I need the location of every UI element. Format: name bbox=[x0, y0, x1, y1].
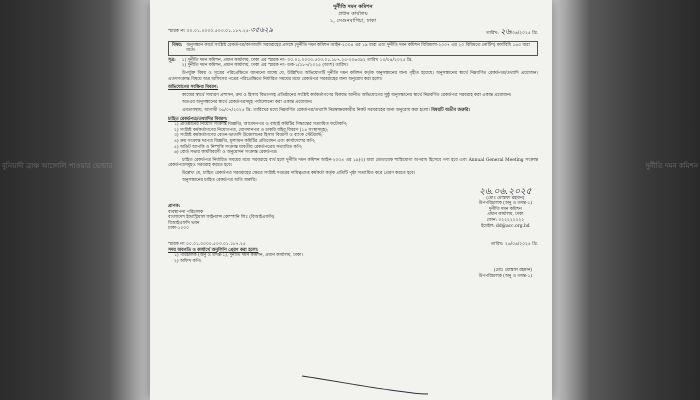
office-address: ১, সেগুনবাগিচা, ঢাকা bbox=[329, 18, 377, 24]
records-list-item: ১) প্রতিষ্ঠানের নিয়োগ সংক্রান্ত বিজ্ঞপ্তি, আবেদনপত্র ও বাছাই কমিটির সিদ্ধান্তের সত্যায়িত ফটোকপি; bbox=[174, 122, 348, 128]
memo-date bbox=[486, 28, 538, 37]
reference-label: সূত্র: bbox=[168, 57, 176, 63]
body-paragraph-7: অনুসন্ধানের চাহিত রেকর্ডপত্র অতি জরুরি। bbox=[182, 178, 257, 184]
section-heading-records: চাহিত রেকর্ডপত্র/তথ্যাদির বিবরণ: bbox=[168, 116, 228, 122]
body-paragraph-2: কাজের স্বার্থে সাধারণ প্রশাসন, ক্রয় ও হিসাব বিভাগসহ প্রতিষ্ঠানের সংশ্লিষ্ট কর্মকর্তাগণের বিরুদ্ধে আনীত অভিযোগের সুষ্ঠু অনুসন্ধানের স্বার্থে নিম্নবর্ণিত রেকর্ডপত্র সরবরাহ করা একান্ত প্রয়োজন। bbox=[182, 92, 512, 98]
background-edge-text-right: দুর্নীতি দমন কমিশন bbox=[645, 162, 698, 170]
recipient-line: বিআইএফসি ভবন bbox=[168, 220, 200, 226]
org-name: দুর্নীতি দমন কমিশন bbox=[333, 4, 373, 10]
records-list-item: ৩) সংশ্লিষ্ট কর্মকর্তাগণের বেতন-ভাতাদি উত্তোলনের হিসাব বিবরণী ও ব্যাংক স্টেটমেন্ট; bbox=[174, 133, 323, 139]
memo-date-handwritten: ২৬ bbox=[500, 27, 511, 36]
copy-date: তারিখ: ২৬/০৬/২০২৫ খ্রি. bbox=[490, 242, 538, 248]
signatory-name: (মোঃ মোস্তফা রহমান) bbox=[486, 195, 525, 201]
copy-signature-block bbox=[168, 268, 538, 279]
handwritten-signature: ২৬.০৬.২০২৫ bbox=[479, 187, 532, 198]
reference-item: ২) দুর্নীতি দমন কমিশন, প্রধান কার্যালয়, ঢাকা এর স্মারক নং- ডক-১/১৮৭/২০২৫ (অংশ) তারিখ। bbox=[181, 63, 349, 69]
background-edge-text-left: বুনিয়াদী ব্রাঞ্চ আঙ্গোলি পাওয়ার ভেন্ডার bbox=[2, 162, 113, 170]
reference-block bbox=[168, 58, 538, 69]
body-paragraph-6: উল্লেখ্য যে, চাহিত রেকর্ডপত্র সরবরাহের ক্ষেত্রে সংশ্লিষ্ট দপ্তরের দায়িত্বপ্রাপ্ত কর্মকর্তা কর্তৃক প্রতিটি পৃষ্ঠা সত্যায়িত করে প্রেরণ করতে হবে। bbox=[182, 170, 416, 176]
body-paragraph-5: চাহিত রেকর্ডপত্র নির্ধারিত সময়ের মধ্যে সরবরাহে ব্যর্থ হলে দুর্নীতি দমন কমিশন আইন-২০০৪ এর ১৯(৩) ধারা মোতাবেক শাস্তিযোগ্য অপরাধ হিসেবে গণ্য হবে এবং Annual General Meeting সংক্রান্ত রেকর্ডপত্রসমূহও সরবরাহ করতে হবে। bbox=[168, 157, 538, 169]
body-paragraph-4 bbox=[168, 108, 538, 114]
records-list-item: ৬) বোর্ড সভার কার্যবিবরণী ও অনুমোদন সংক্রান্ত রেকর্ডপত্র। bbox=[174, 150, 278, 156]
copy-distribution bbox=[168, 242, 538, 280]
pen-mark-icon bbox=[300, 372, 430, 396]
letterhead bbox=[168, 4, 538, 25]
subject-label: বিষয়: bbox=[172, 42, 183, 48]
signatory-org: দুর্নীতি দমন কমিশন bbox=[488, 206, 522, 212]
copy-memo-number: স্মারক নং ০০.০১.০০০০.৫০৩.০১.১৮৭.২৫ bbox=[168, 242, 246, 248]
signatory-email: ইমেইল: dd@acc.org.bd bbox=[481, 223, 530, 229]
records-list-item: ৫) অডিট আপত্তি ও নিষ্পত্তি সংক্রান্ত যাবতীয় রেকর্ডপত্রের সত্যায়িত কপি; bbox=[174, 144, 303, 150]
copy-list-item: ২) অফিস কপি। bbox=[174, 258, 202, 264]
copy-signatory-name: (মোঃ মোস্তফা রহমান) bbox=[493, 268, 532, 274]
recipient-label: প্রাপক: bbox=[168, 204, 181, 210]
office-name: প্রধান কার্যালয় bbox=[338, 11, 368, 17]
signatory-phone: ফোন: ০২২২২২২২২ bbox=[486, 218, 525, 224]
memo-number-printed: স্মারক নং ০০.০১.০০০০.৫০৩.০১.১৮৭.২৫- bbox=[168, 29, 251, 34]
body-paragraph-3: অতএব অনুসন্ধানের স্বার্থে রেকর্ডপত্রসমূহ পর্যালোচনা করা একান্ত প্রয়োজন। bbox=[182, 100, 313, 106]
records-list-item: ২) সংশ্লিষ্ট কর্মকর্তাগণের নিয়োগপত্র, যোগদানপত্র ও চাকরি বহির বিবরণ (১৪ সংস্থাসমূহ); bbox=[174, 127, 329, 133]
recipient-line: ব্যবস্থাপনা পরিচালক bbox=[168, 209, 204, 215]
memo-date-label: তারিখ: bbox=[486, 31, 499, 36]
reference-list bbox=[182, 58, 538, 69]
signatory-office: প্রধান কার্যালয়, ঢাকা bbox=[487, 212, 524, 218]
subject-box bbox=[168, 41, 538, 56]
copy-signatory-designation: উপপরিচালক (অনু ও তদন্ত-১) bbox=[478, 274, 532, 280]
recipient-block bbox=[168, 204, 274, 232]
body-paragraph-4-lead: এমতাবস্থায়, আগামী ০৬/০৭/২০২৫ খ্রি. তারিখের মধ্যে নিম্নবর্ণিত রেকর্ডপত্র/তথ্যাদি নিম্নস্বাক্ষরকারীর নিকট সরবরাহের জন্য অনুরোধ করা হলো। bbox=[182, 107, 430, 113]
subject-text: অনুসন্ধান কার্যে সংশ্লিষ্ট রেকর্ডপত্র/কাগজাদি সরবরাহের প্রসঙ্গে (দুর্নীতি দমন কমিশন আইন-২০০৪ এর ১৯ ধারা এবং দুর্নীতি দমন কমিশন বিধিমালা-২০০৭ এর ২০ বিধিমতে নোটিশ) কার্যবিধি ১৬০ ধারা মতে। bbox=[186, 42, 530, 54]
records-list-item: ৪) ক্রয় সংক্রান্ত দরপত্র বিজ্ঞপ্তি, মূল্যায়ন কমিটির প্রতিবেদন এবং কার্যাদেশের কপি; bbox=[174, 138, 316, 144]
signature-block bbox=[478, 187, 532, 229]
recipient-line: বাংলাদেশ ইন্ডাস্ট্রিয়াল ফাইন্যান্স কোম্পানি লিঃ (বিআইএফসি) bbox=[168, 215, 275, 221]
section-heading-allegation: অভিযোগের সংক্ষিপ্ত বিবরণ: bbox=[168, 85, 219, 91]
memo-number-handwritten: ৩৫৬২৯ bbox=[250, 26, 274, 34]
copy-list-item: ১) পরিচালক (অনু ও তদন্ত-১), দুর্নীতি দমন কমিশন, প্রধান কার্যালয়, ঢাকা। bbox=[174, 253, 303, 259]
copy-lead: সদয় অবগতি ও কার্যার্থে অনুলিপি প্রেরণ করা হলো: bbox=[168, 247, 259, 253]
document-page bbox=[150, 0, 552, 400]
records-list bbox=[168, 122, 538, 156]
memo-row bbox=[168, 28, 538, 37]
reference-item: ১) দুর্নীতি দমন কমিশন, প্রধান কার্যালয়, ঢাকা এর স্মারক নং- ০০.০১.০০০০.৫০৩.০১.১৮৭.২৫-২০৬৩৯২ তারিখ ১০/০৪/২০২৫ খ্রি. bbox=[181, 57, 413, 63]
urgent-note: বিষয়টি অতীব জরুরি। bbox=[431, 107, 470, 113]
memo-date-rest: /০৬/২০২৫ খ্রি. bbox=[510, 31, 538, 36]
memo-number bbox=[168, 28, 273, 37]
body-paragraph-1: উপর্যুক্ত বিষয় ও সূত্রের পরিপ্রেক্ষিতে জানানো যাচ্ছে যে, উল্লিখিত অভিযোগটি দুর্নীতি দমন কমিশন কর্তৃক অনুসন্ধানের জন্য গৃহীত হয়েছে। অনুসন্ধানের স্বার্থে নিম্নবর্ণিত রেকর্ডপত্র/তথ্যাদি প্রয়োজন। এতদসংক্রান্ত বিষয়ে অত্র অফিসের পত্রের পরিপ্রেক্ষিতে নির্ধারিত সময়ের মধ্যে রেকর্ডপত্র সরবরাহের জন্য অনুরোধ করা হলো। bbox=[168, 70, 538, 82]
signatory-designation: উপপরিচালক (অনু ও তদন্ত-১) bbox=[478, 201, 532, 207]
signature-and-recipient bbox=[168, 187, 538, 238]
recipient-line: ঢাকা-১০০০ bbox=[168, 226, 189, 232]
